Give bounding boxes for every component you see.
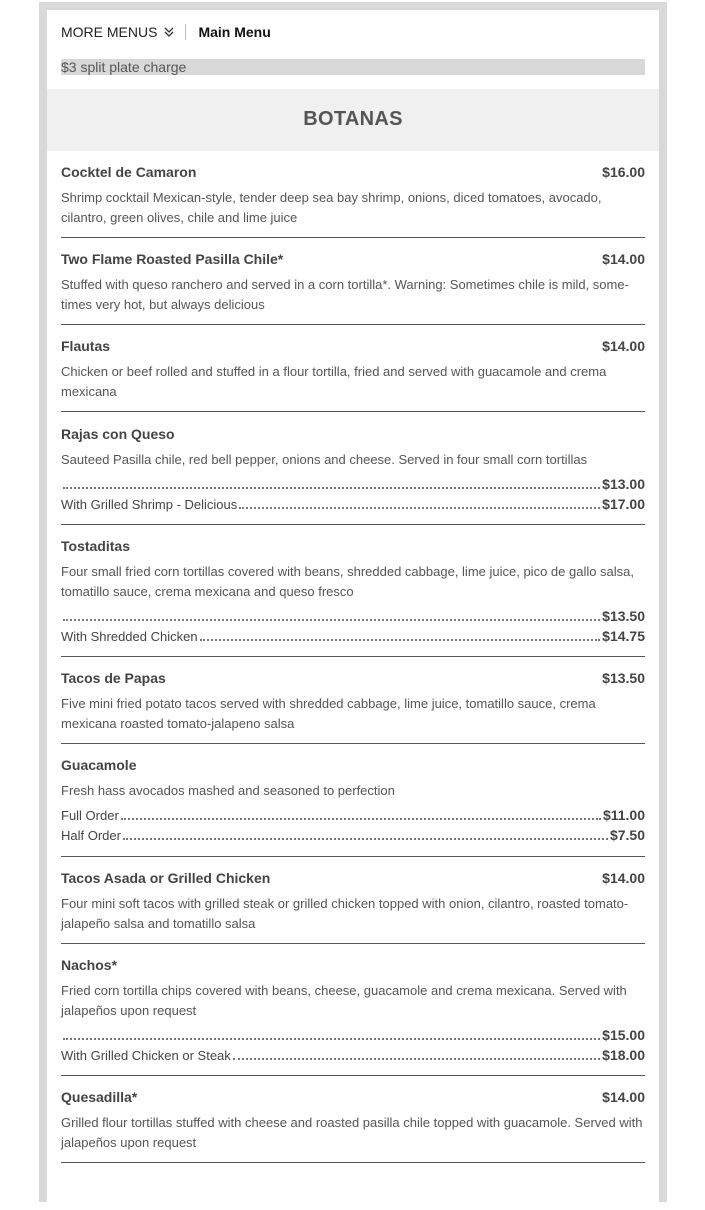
menu-item [61,857,645,944]
price-option-label: Half Order [61,828,121,843]
menu-item [61,657,645,744]
price-option-price: $17.00 [602,496,645,512]
menu-item-description: Four mini soft tacos with grilled steak or grilled chicken topped with onion, cilantro, roasted tomato-jalapeño salsa and tomatillo salsa [61,896,629,931]
menu-item-name: Cocktel de Camaron [61,164,197,180]
menu-item-header [61,251,645,267]
price-option-label: With Grilled Chicken or Steak [61,1048,231,1063]
dot-leader [63,1038,600,1040]
price-option-row [61,628,645,648]
price-option-label: Full Order [61,808,119,823]
section-header [47,89,659,151]
price-option-row [61,827,645,847]
menu-item-options [61,807,645,847]
menu-item-description: Grilled flour tortillas stuffed with cheese and roasted pasilla chile topped with guacamole. Served with jalapeños upon request [61,1115,643,1150]
price-option-price: $13.50 [602,608,645,624]
price-option-price: $18.00 [602,1047,645,1063]
menu-item [61,744,645,857]
menu-item-name: Flautas [61,338,111,354]
menu-item [61,525,645,657]
menu-item-header [61,670,645,686]
menu-item-name: Rajas con Queso [61,426,175,442]
menu-item-name: Quesadilla* [61,1089,138,1105]
menu-item-description: Five mini fried potato tacos served with shredded cabbage, lime juice, tomatillo sauce, crema mexicana roasted tomato-jalapeno salsa [61,696,596,731]
more-menus-label: MORE MENUS [61,24,158,40]
dot-leader [121,818,601,820]
price-option-row [61,496,645,516]
menu-item-header [61,338,645,354]
menu-item [61,944,645,1076]
menu-item-price: $14.00 [602,1089,645,1105]
menu-item-price: $13.50 [602,670,645,686]
menu-item-header [61,164,645,180]
menu-item-header [61,426,645,442]
price-option-row [61,1027,645,1047]
price-option-label: With Shredded Chicken [61,629,198,644]
menu-item-options [61,476,645,516]
menu-item-name: Tacos de Papas [61,670,166,686]
double-chevron-down-icon [163,26,175,38]
dot-leader [123,838,608,840]
menu-item-options [61,1027,645,1067]
menu-item-description: Fried corn tortilla chips covered with beans, cheese, guacamole and crema mexicana. Served with jalapeños upon request [61,983,627,1018]
menu-item-header [61,957,645,973]
menu-item-name: Nachos* [61,957,118,973]
price-option-price: $7.50 [609,827,645,843]
dot-leader [233,1058,600,1060]
menu-item-name: Tostaditas [61,538,130,554]
menu-item-header [61,757,645,773]
menu-item [61,325,645,412]
price-option-row [61,476,645,496]
menu-item-description: Four small fried corn tortillas covered with beans, shredded cabbage, lime juice, pico de gallo salsa, tomatillo sauce, crema mexicana and queso fresco [61,564,635,599]
split-plate-notice: $3 split plate charge [61,59,645,75]
menu-item [61,412,645,525]
menu-nav [61,22,271,42]
dot-leader [239,507,600,509]
price-option-row [61,1047,645,1067]
menu-item [61,1076,645,1163]
price-option-row [61,608,645,628]
menu-items-list [61,151,645,1163]
price-option-price: $14.75 [602,628,645,644]
more-menus-button[interactable] [61,24,175,40]
price-option-price: $15.00 [602,1027,645,1043]
dot-leader [63,487,600,489]
price-option-label: With Grilled Shrimp - Delicious [61,497,238,512]
menu-item-description: Sauteed Pasilla chile, red bell pepper, onions and cheese. Served in four small corn tortillas [61,452,588,467]
dot-leader [200,639,601,641]
nav-divider [185,24,186,40]
menu-item-description: Shrimp cocktail Mexican-style, tender deep sea bay shrimp, onions, diced tomatoes, avocado, cilantro, green olives, chile and lime juice [61,190,602,225]
price-option-row [61,807,645,827]
menu-item-header [61,1089,645,1105]
menu-item-name: Tacos Asada or Grilled Chicken [61,870,271,886]
main-menu-link[interactable]: Main Menu [198,24,271,40]
price-option-price: $11.00 [602,807,645,823]
menu-item-options [61,608,645,648]
price-option-price: $13.00 [602,476,645,492]
menu-item-name: Two Flame Roasted Pasilla Chile* [61,251,284,267]
menu-item [61,151,645,238]
menu-item-price: $14.00 [602,338,645,354]
menu-item-header [61,538,645,554]
section-title: BOTANAS [303,108,403,130]
menu-item-price: $14.00 [602,870,645,886]
menu-item-price: $16.00 [602,164,645,180]
menu-item-description: Chicken or beef rolled and stuffed in a flour tortilla, fried and served with guacamole and crema mexicana [61,364,607,399]
menu-item-header [61,870,645,886]
menu-item-name: Guacamole [61,757,137,773]
menu-item-description: Stuffed with queso ranchero and served in a corn tortilla*. Warning: Sometimes chile is mild, some-times very hot, but always delicious [61,277,629,312]
menu-item [61,238,645,325]
menu-item-description: Fresh hass avocados mashed and seasoned to perfection [61,783,395,798]
menu-item-price: $14.00 [602,251,645,267]
dot-leader [63,619,600,621]
